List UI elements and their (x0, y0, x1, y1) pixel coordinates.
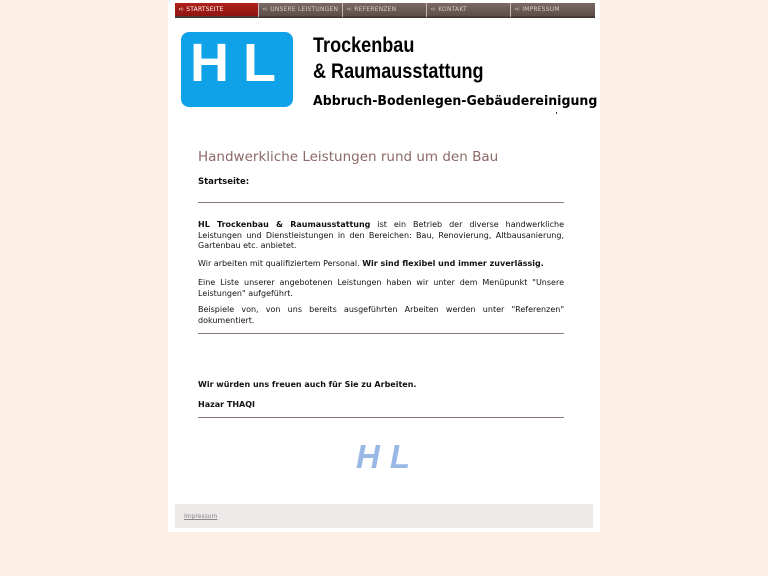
logo-text: HL (190, 33, 290, 93)
intro-text: ist ein Betrieb der diverse handwerkliche Leistungen und Dienstleistungen in den Bereichen: Bau, Renovierung, Altbausanierung, Gartenbau etc. anbietet. (198, 220, 564, 250)
nav-item-kontakt[interactable] (427, 3, 511, 18)
staff-text: Wir arbeiten mit qualifiziertem Personal. (198, 258, 363, 268)
impressum-link[interactable]: Impressum (184, 513, 218, 520)
nav-item-label: REFERENZEN (354, 6, 397, 13)
brand-name-line1: Trockenbau (313, 34, 415, 57)
brand-tagline: Abbruch-Bodenlegen-Gebäudereinigung (313, 93, 598, 109)
page-subtitle: Startseite: (198, 177, 250, 187)
nav-item-referenzen[interactable] (343, 3, 427, 18)
footer (175, 504, 593, 528)
divider (198, 202, 564, 203)
arrow-icon: ➪ (179, 6, 185, 13)
page-title: Handwerkliche Leistungen rund um den Bau (198, 149, 499, 165)
main-nav (175, 3, 595, 18)
staff-highlight: Wir sind flexibel und immer zuverlässig. (362, 258, 544, 268)
divider (198, 417, 564, 418)
arrow-icon: ➪ (431, 6, 437, 13)
closing-text: Wir würden uns freuen auch für Sie zu Arbeiten. (198, 380, 417, 389)
nav-item-impressum[interactable] (511, 3, 595, 18)
nav-item-unsere-leistungen[interactable] (259, 3, 343, 18)
nav-item-label: KONTAKT (438, 6, 467, 13)
arrow-icon: ➪ (263, 6, 269, 13)
company-logo (181, 32, 293, 107)
nav-item-label: STARTSEITE (186, 6, 224, 13)
arrow-icon: ➪ (347, 6, 353, 13)
footer-logo: HL (356, 438, 420, 475)
nav-item-label: IMPRESSUM (522, 6, 560, 13)
brand-name-line2: & Raumausstattung (313, 60, 484, 83)
signature: Hazar THAQI (198, 399, 255, 409)
nav-item-label: UNSERE LEISTUNGEN (270, 6, 339, 13)
decorative-dot (556, 112, 557, 114)
staff-paragraph (198, 259, 564, 270)
main-content (198, 148, 564, 418)
company-name: HL Trockenbau & Raumausstattung (198, 220, 371, 229)
references-paragraph: Beispiele von, von uns bereits ausgeführten Arbeiten werden unter "Referenzen" dokumentiert. (198, 305, 564, 325)
nav-item-startseite[interactable] (175, 3, 259, 18)
intro-paragraph (198, 220, 564, 252)
services-paragraph: Eine Liste unserer angebotenen Leistungen haben wir unter dem Menüpunkt "Unsere Leistungen" aufgeführt. (198, 278, 564, 298)
arrow-icon: ➪ (515, 6, 521, 13)
divider (198, 333, 564, 334)
